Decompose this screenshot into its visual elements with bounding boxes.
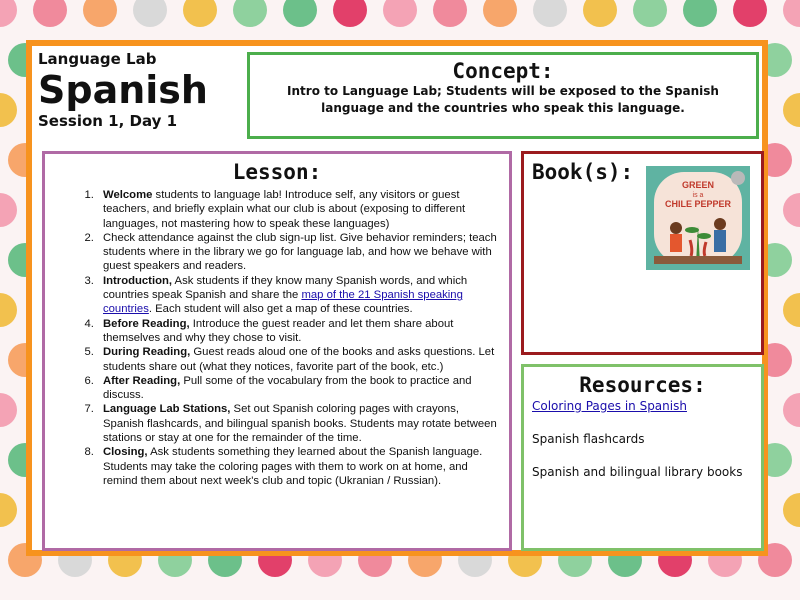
background-dot: [383, 0, 417, 27]
concept-text: Intro to Language Lab; Students will be exposed to the Spanish language and the countries who speak this language.: [287, 84, 719, 115]
svg-text:is a: is a: [692, 192, 704, 199]
background-dot: [633, 0, 667, 27]
background-dot: [0, 393, 17, 427]
concept-box: [247, 52, 759, 139]
lesson-step: 7. Language Lab Stations, Set out Spanish coloring pages with crayons, Spanish flashcards, and bilingual spanish books. Students may rotate between stations or stay at one for the remainder of the time.: [97, 402, 499, 445]
lesson-steps: [45, 188, 509, 488]
lesson-heading: Lesson:: [232, 160, 322, 184]
page-title: Spanish: [38, 68, 208, 112]
background-dot: [0, 493, 17, 527]
lesson-step: 5. During Reading, Guest reads aloud one of the books and asks questions. Let students share out (what they notices, favorite part of the book, etc.): [97, 345, 499, 374]
book-cover-image[interactable]: [646, 166, 750, 270]
background-dot: [733, 0, 767, 27]
resources-heading: Resources:: [579, 373, 706, 397]
background-dot: [433, 0, 467, 27]
background-dot: [133, 0, 167, 27]
background-dot: [783, 0, 800, 27]
concept-heading: Concept:: [452, 59, 554, 83]
resource-flashcards: Spanish flashcards: [532, 432, 645, 446]
resource-library-books: Spanish and bilingual library books: [532, 465, 743, 479]
background-dot: [783, 93, 800, 127]
background-dot: [233, 0, 267, 27]
background-dot: [0, 0, 17, 27]
background-dot: [183, 0, 217, 27]
background-dot: [0, 193, 17, 227]
lesson-step: 8. Closing, Ask students something they learned about the Spanish language. Students may take the coloring pages with them to work on at home, and remind them about next week's club and topic (Ukranian / Russian).: [97, 445, 499, 488]
background-dot: [83, 0, 117, 27]
lesson-box: [42, 151, 512, 551]
coloring-pages-link[interactable]: Coloring Pages in Spanish: [532, 399, 687, 413]
lesson-step: 2. Check attendance against the club sign-up list. Give behavior reminders; teach students where in the library we go for language lab, and how we behave with guest speakers and readers.: [97, 231, 499, 274]
background-dot: [783, 393, 800, 427]
lesson-plan-frame: [26, 40, 768, 556]
background-dot: [0, 293, 17, 327]
lesson-step: 4. Before Reading, Introduce the guest reader and let them share about themselves and why they chose to visit.: [97, 317, 499, 346]
resources-box: [521, 364, 764, 551]
background-dot: [33, 0, 67, 27]
svg-text:GREEN: GREEN: [681, 180, 715, 190]
lesson-step: 3. Introduction, Ask students if they know many Spanish words, and which countries speak Spanish and share the map of the 21 Spanish speaking countries. Each student will also get a map of these countries.: [97, 274, 499, 317]
lesson-step: 1. Welcome students to language lab! Introduce self, any visitors or guest teachers, and briefly explain what our club is about (exposing to different languages, not mastering how to speak these languages): [97, 188, 499, 231]
session-label: Session 1, Day 1: [38, 112, 178, 130]
background-dot: [333, 0, 367, 27]
background-dot: [783, 493, 800, 527]
background-dot: [0, 93, 17, 127]
background-dot: [683, 0, 717, 27]
background-dot: [483, 0, 517, 27]
spanish-countries-map-link[interactable]: map of the 21 Spanish speaking countries: [103, 289, 463, 316]
background-dot: [583, 0, 617, 27]
background-dot: [283, 0, 317, 27]
books-heading: Book(s):: [532, 160, 634, 184]
books-box: [521, 151, 764, 355]
background-dot: [783, 293, 800, 327]
subject-label: Language Lab: [38, 50, 157, 68]
background-dot: [783, 193, 800, 227]
svg-text:CHILE PEPPER: CHILE PEPPER: [664, 199, 732, 209]
background-dot: [533, 0, 567, 27]
lesson-step: 6. After Reading, Pull some of the vocabulary from the book to practice and discuss.: [97, 374, 499, 403]
header-block: [38, 50, 238, 130]
